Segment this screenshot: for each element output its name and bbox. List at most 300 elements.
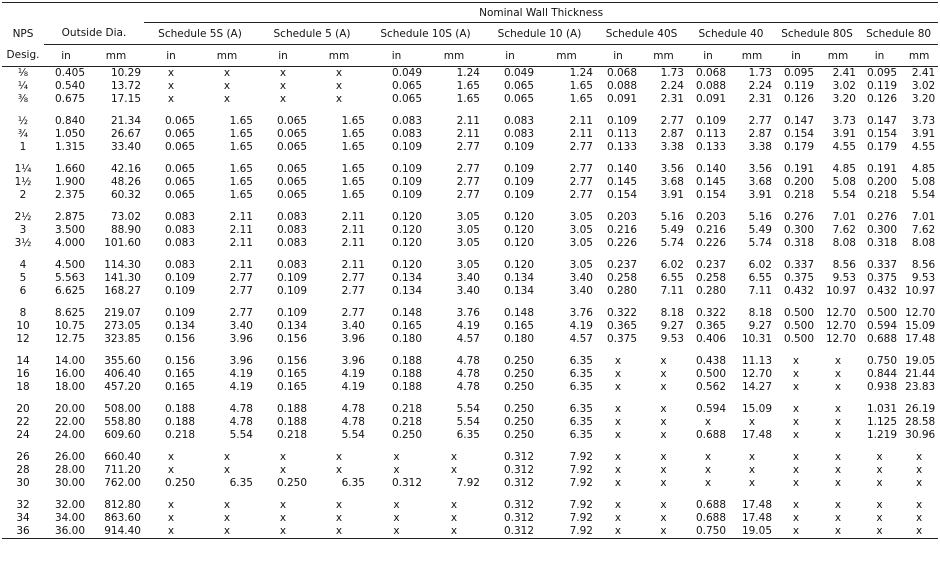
nps-cell: 16 [16, 368, 30, 380]
table-cell: x [167, 67, 175, 79]
schedule-heading: Schedule 10 (A) [483, 23, 596, 45]
table-cell: 12.70 [825, 307, 856, 319]
nps-heading: NPS [12, 27, 34, 40]
table-cell: 0.065 [503, 93, 534, 105]
table-cell: 10.29 [110, 67, 141, 79]
table-cell: 1.65 [456, 93, 480, 105]
table-cell: x [144, 525, 198, 539]
nps-cell: 26 [16, 451, 30, 463]
table-cell: 4.19 [341, 368, 365, 380]
table-cell: x [792, 429, 800, 441]
table-cell: 8.56 [911, 259, 936, 271]
table-cell: x [614, 368, 622, 380]
table-cell: 0.218 [783, 189, 814, 201]
table-cell: 1.65 [341, 176, 365, 188]
table-cell: 0.406 [695, 333, 726, 345]
table-cell: 0.216 [606, 224, 637, 236]
table-cell: x [859, 525, 900, 539]
table-cell: 8.56 [832, 259, 856, 271]
table-cell: 273.05 [104, 320, 141, 332]
table-cell: 0.083 [164, 237, 195, 249]
table-cell: 2.77 [569, 189, 593, 201]
table-cell: x [335, 464, 343, 476]
table-cell: 7.92 [456, 477, 480, 489]
table-cell: 0.938 [866, 381, 897, 393]
table-cell: 0.083 [391, 128, 422, 140]
desig-heading: Desig. [2, 45, 44, 67]
table-cell: x [223, 67, 231, 79]
table-cell: x [660, 499, 667, 511]
table-cell: 3.500 [54, 224, 85, 236]
table-cell: 457.20 [104, 381, 141, 393]
table-cell: 1.65 [229, 189, 253, 201]
table-row [2, 416, 938, 429]
nps-cell: 36 [2, 525, 44, 539]
table-cell: 0.065 [276, 115, 307, 127]
table-cell: 0.109 [276, 285, 307, 297]
table-cell: x [450, 499, 458, 511]
group-spacer [2, 394, 938, 403]
table-row [2, 333, 938, 346]
table-cell: x [876, 464, 883, 476]
table-cell: x [425, 525, 483, 539]
table-cell: 1.24 [456, 67, 480, 79]
table-cell: 0.120 [503, 224, 534, 236]
table-cell: 0.688 [695, 429, 726, 441]
table-cell: x [704, 451, 712, 463]
table-cell: 0.154 [866, 128, 897, 140]
table-cell: 914.40 [88, 525, 144, 539]
table-cell: 5.16 [660, 211, 684, 223]
table-cell: x [792, 381, 800, 393]
table-cell: 0.147 [783, 115, 814, 127]
table-cell: 0.109 [606, 115, 637, 127]
table-cell: 3.05 [456, 211, 480, 223]
table-cell: 0.095 [866, 67, 897, 79]
table-cell: 4.000 [54, 237, 85, 249]
table-cell: 3.20 [832, 93, 856, 105]
table-cell: 4.78 [456, 355, 480, 367]
table-cell: 0.258 [695, 272, 726, 284]
table-cell: 0.065 [276, 176, 307, 188]
table-cell: 6.35 [229, 477, 253, 489]
table-cell: 0.049 [503, 67, 534, 79]
table-cell: 7.92 [569, 512, 593, 524]
table-cell: 0.500 [695, 368, 726, 380]
table-cell: 0.120 [391, 237, 422, 249]
table-cell: 0.312 [503, 512, 534, 524]
table-cell: 7.92 [537, 525, 596, 539]
table-cell: x [660, 477, 667, 489]
table-cell: 0.318 [783, 237, 814, 249]
table-cell: 762.00 [104, 477, 141, 489]
table-cell: 3.05 [569, 211, 593, 223]
table-cell: 5.54 [456, 416, 480, 428]
table-cell: 2.77 [456, 176, 480, 188]
table-cell: 6.35 [341, 477, 365, 489]
table-cell: 3.91 [832, 128, 856, 140]
table-cell: 12.70 [905, 307, 936, 319]
table-cell: 114.30 [104, 259, 141, 271]
table-cell: 9.53 [832, 272, 856, 284]
table-cell: 6.35 [569, 355, 593, 367]
table-row [2, 128, 938, 141]
unit-heading-in: in [687, 45, 729, 67]
table-cell: 2.11 [229, 224, 253, 236]
table-cell: 7.92 [569, 477, 593, 489]
nps-cell: 12 [16, 333, 30, 345]
schedule-heading: Schedule 80 [859, 23, 938, 45]
table-cell: 3.96 [229, 333, 253, 345]
unit-heading-mm: mm [729, 45, 775, 67]
table-row [2, 259, 938, 272]
table-cell: 0.083 [164, 211, 195, 223]
table-cell: x [614, 429, 622, 441]
table-cell: 0.500 [783, 333, 814, 345]
table-cell: 1.65 [341, 128, 365, 140]
table-cell: x [834, 368, 842, 380]
unit-heading-mm: mm [310, 45, 368, 67]
table-cell: 1.65 [341, 115, 365, 127]
table-cell: 0.091 [695, 93, 726, 105]
spacer-cell [2, 346, 938, 355]
unit-heading-in: in [368, 45, 425, 67]
nps-cell: 24 [16, 429, 30, 441]
table-cell: 5.54 [341, 429, 365, 441]
table-cell: 0.750 [866, 355, 897, 367]
table-cell: 0.133 [606, 141, 637, 153]
table-cell: 9.53 [660, 333, 684, 345]
table-cell: 0.165 [276, 381, 307, 393]
table-cell: x [660, 381, 667, 393]
table-cell: 0.083 [276, 224, 307, 236]
table-cell: 0.165 [164, 381, 195, 393]
table-cell: 0.432 [783, 285, 814, 297]
table-cell: 0.120 [503, 211, 534, 223]
table-cell: x [335, 451, 343, 463]
table-cell: 3.73 [911, 115, 936, 127]
table-row [2, 403, 938, 416]
table-row [2, 355, 938, 368]
table-cell: 1.315 [54, 141, 85, 153]
table-cell: x [335, 512, 343, 524]
table-cell: 0.065 [276, 189, 307, 201]
table-cell: 0.179 [866, 141, 897, 153]
table-cell: 7.11 [748, 285, 772, 297]
nps-cell: 5 [19, 272, 27, 284]
table-cell: 0.337 [783, 259, 814, 271]
table-cell: 2.11 [456, 115, 480, 127]
table-cell: 1.031 [866, 403, 897, 415]
table-cell: 15.09 [741, 403, 772, 415]
table-cell: x [614, 451, 622, 463]
table-cell: 0.109 [164, 307, 195, 319]
table-cell: 0.226 [695, 237, 726, 249]
table-cell: 2.11 [456, 128, 480, 140]
table-cell: 0.594 [695, 403, 726, 415]
table-cell: 0.134 [503, 285, 534, 297]
table-cell: x [775, 525, 817, 539]
table-cell: 0.218 [276, 429, 307, 441]
spacer-cell [2, 394, 938, 403]
table-cell: 2.77 [456, 189, 480, 201]
table-row [2, 237, 938, 250]
table-cell: 168.27 [104, 285, 141, 297]
table-cell: 0.200 [866, 176, 897, 188]
table-cell: 6.55 [748, 272, 772, 284]
table-cell: 1.65 [229, 128, 253, 140]
table-cell: 1.73 [748, 67, 772, 79]
unit-heading-in: in [596, 45, 640, 67]
table-cell: 30.96 [905, 429, 936, 441]
table-cell: x [167, 512, 175, 524]
table-cell: x [916, 499, 923, 511]
nps-cell: 28 [16, 464, 30, 476]
nps-cell: 20 [16, 403, 30, 415]
nps-cell: 32 [16, 499, 30, 511]
table-cell: x [279, 499, 287, 511]
table-cell: 0.180 [391, 333, 422, 345]
table-row [2, 272, 938, 285]
table-cell: 0.276 [866, 211, 897, 223]
table-cell: x [223, 512, 231, 524]
table-cell: x [834, 512, 842, 524]
table-cell: 609.60 [104, 429, 141, 441]
table-cell: 0.109 [503, 163, 534, 175]
table-cell: 0.113 [606, 128, 637, 140]
table-cell: 17.15 [110, 93, 141, 105]
table-cell: 12.70 [825, 333, 856, 345]
table-cell: x [167, 464, 175, 476]
table-cell: 0.134 [276, 320, 307, 332]
table-cell: 3.02 [832, 80, 856, 92]
table-cell: x [748, 464, 756, 476]
table-cell: 33.40 [110, 141, 141, 153]
table-cell: 10.31 [741, 333, 772, 345]
table-cell: 4.19 [341, 381, 365, 393]
table-cell: 8.18 [660, 307, 684, 319]
table-cell: 3.91 [748, 189, 772, 201]
table-cell: 3.05 [569, 224, 593, 236]
table-cell: 0.156 [164, 333, 195, 345]
table-cell: 0.180 [503, 333, 534, 345]
table-cell: 3.02 [911, 80, 936, 92]
table-cell: 0.113 [695, 128, 726, 140]
nps-cell: 1 [19, 141, 27, 153]
table-row [2, 499, 938, 512]
table-cell: 0.088 [695, 80, 726, 92]
table-cell: 0.405 [54, 67, 85, 79]
table-cell: 0.250 [503, 368, 534, 380]
table-cell: 355.60 [104, 355, 141, 367]
table-cell: 3.76 [569, 307, 593, 319]
table-cell: 4.55 [832, 141, 856, 153]
table-cell: 0.188 [276, 403, 307, 415]
table-cell: 2.77 [341, 307, 365, 319]
table-cell: x [450, 464, 458, 476]
table-cell: x [256, 525, 310, 539]
nps-cell: 30 [16, 477, 30, 489]
nps-cell: 10 [16, 320, 30, 332]
unit-heading-in: in [859, 45, 900, 67]
table-cell: 1.73 [660, 67, 684, 79]
table-cell: 0.134 [391, 285, 422, 297]
table-cell: x [834, 355, 842, 367]
table-cell: 34.00 [54, 512, 85, 524]
table-cell: 0.188 [391, 368, 422, 380]
table-cell: x [223, 464, 231, 476]
table-cell: 4.78 [456, 381, 480, 393]
table-cell: 3.96 [341, 355, 365, 367]
table-cell: x [834, 499, 842, 511]
table-cell: 7.62 [832, 224, 856, 236]
nps-cell: ⅛ [17, 67, 29, 79]
table-cell: x [660, 416, 667, 428]
table-cell: 3.91 [660, 189, 684, 201]
table-cell: x [792, 464, 800, 476]
table-cell: 5.49 [748, 224, 772, 236]
table-cell: 0.200 [783, 176, 814, 188]
table-cell: 0.188 [391, 381, 422, 393]
group-spacer [2, 298, 938, 307]
table-row [2, 368, 938, 381]
table-cell: 3.40 [229, 320, 253, 332]
schedule-heading: Schedule 40S [596, 23, 687, 45]
table-cell: 0.688 [866, 333, 897, 345]
table-cell: 4.78 [456, 368, 480, 380]
table-cell: 2.31 [660, 93, 684, 105]
nps-cell: 2 [19, 189, 27, 201]
table-cell: x [393, 451, 400, 463]
nps-cell: 22 [16, 416, 30, 428]
table-cell: 2.77 [341, 285, 365, 297]
table-cell: 12.70 [741, 368, 772, 380]
table-cell: x [335, 93, 343, 105]
table-cell: x [335, 80, 343, 92]
table-cell: x [660, 355, 667, 367]
table-cell: 26.19 [905, 403, 936, 415]
table-cell: 32.00 [54, 499, 85, 511]
table-cell: 7.92 [569, 451, 593, 463]
table-cell: 1.660 [54, 163, 85, 175]
table-cell: 0.109 [503, 176, 534, 188]
unit-heading-mm: mm [88, 45, 144, 67]
nps-cell: 18 [16, 381, 30, 393]
schedule-heading: Schedule 5S (A) [144, 23, 256, 45]
table-cell: 2.24 [748, 80, 772, 92]
table-cell: 6.35 [569, 416, 593, 428]
unit-heading-in: in [483, 45, 537, 67]
table-cell: 0.594 [866, 320, 897, 332]
table-cell: x [916, 464, 923, 476]
group-spacer [2, 106, 938, 115]
table-row [2, 67, 938, 81]
table-cell: 0.562 [695, 381, 726, 393]
table-cell: 5.08 [832, 176, 856, 188]
table-cell: 3.56 [660, 163, 684, 175]
table-cell: x [614, 403, 622, 415]
table-cell: 711.20 [104, 464, 141, 476]
table-cell: 2.77 [341, 272, 365, 284]
table-cell: x [167, 499, 175, 511]
unit-heading-mm: mm [198, 45, 256, 67]
table-cell: 48.26 [110, 176, 141, 188]
table-cell: 3.40 [569, 272, 593, 284]
table-cell: 36.00 [44, 525, 88, 539]
table-cell: 0.276 [783, 211, 814, 223]
table-cell: x [279, 80, 287, 92]
table-cell: 0.120 [391, 211, 422, 223]
table-cell: 0.156 [164, 355, 195, 367]
table-cell: 5.54 [832, 189, 856, 201]
table-cell: 0.318 [866, 237, 897, 249]
table-cell: 0.156 [276, 355, 307, 367]
table-cell: 0.191 [783, 163, 814, 175]
table-cell: 3.05 [569, 237, 593, 249]
table-cell: 13.72 [110, 80, 141, 92]
table-row [2, 429, 938, 442]
table-cell: x [660, 403, 667, 415]
table-cell: 6.35 [569, 429, 593, 441]
table-cell: x [817, 525, 859, 539]
table-cell: 26.00 [54, 451, 85, 463]
table-cell: 0.083 [276, 237, 307, 249]
table-cell: 0.375 [606, 333, 637, 345]
table-cell: 6.55 [660, 272, 684, 284]
table-cell: 0.120 [503, 259, 534, 271]
nps-cell: ⅜ [17, 93, 29, 105]
table-cell: 0.188 [164, 416, 195, 428]
table-cell: x [614, 381, 622, 393]
table-cell: 0.120 [391, 224, 422, 236]
table-cell: 5.54 [229, 429, 253, 441]
table-cell: x [792, 416, 800, 428]
table-cell: 3.40 [569, 285, 593, 297]
table-row [2, 525, 938, 539]
table-cell: 0.065 [391, 80, 422, 92]
table-cell: x [900, 525, 938, 539]
table-cell: 0.065 [391, 93, 422, 105]
table-cell: 0.147 [866, 115, 897, 127]
table-cell: x [660, 451, 667, 463]
table-cell: 2.11 [569, 128, 593, 140]
nps-cell: ¼ [17, 80, 29, 92]
table-row [2, 285, 938, 298]
table-cell: 0.065 [164, 141, 195, 153]
table-cell: x [792, 403, 800, 415]
nps-cell: 2½ [14, 211, 32, 223]
table-cell: 0.312 [503, 499, 534, 511]
table-cell: x [792, 355, 800, 367]
table-cell: 14.00 [54, 355, 85, 367]
nps-cell: 1½ [14, 176, 32, 188]
nps-cell: 8 [19, 307, 27, 319]
table-cell: 2.875 [54, 211, 85, 223]
unit-heading-mm: mm [817, 45, 859, 67]
table-cell: x [167, 80, 175, 92]
table-cell: 19.05 [729, 525, 775, 539]
spacer-cell [2, 490, 938, 499]
table-cell: 0.250 [503, 416, 534, 428]
nps-cell: 1¼ [14, 163, 32, 175]
table-cell: 0.109 [276, 272, 307, 284]
table-row [2, 93, 938, 106]
table-cell: x [640, 525, 687, 539]
group-spacer [2, 202, 938, 211]
table-cell: 0.083 [276, 211, 307, 223]
table-row [2, 451, 938, 464]
table-cell: x [834, 477, 842, 489]
